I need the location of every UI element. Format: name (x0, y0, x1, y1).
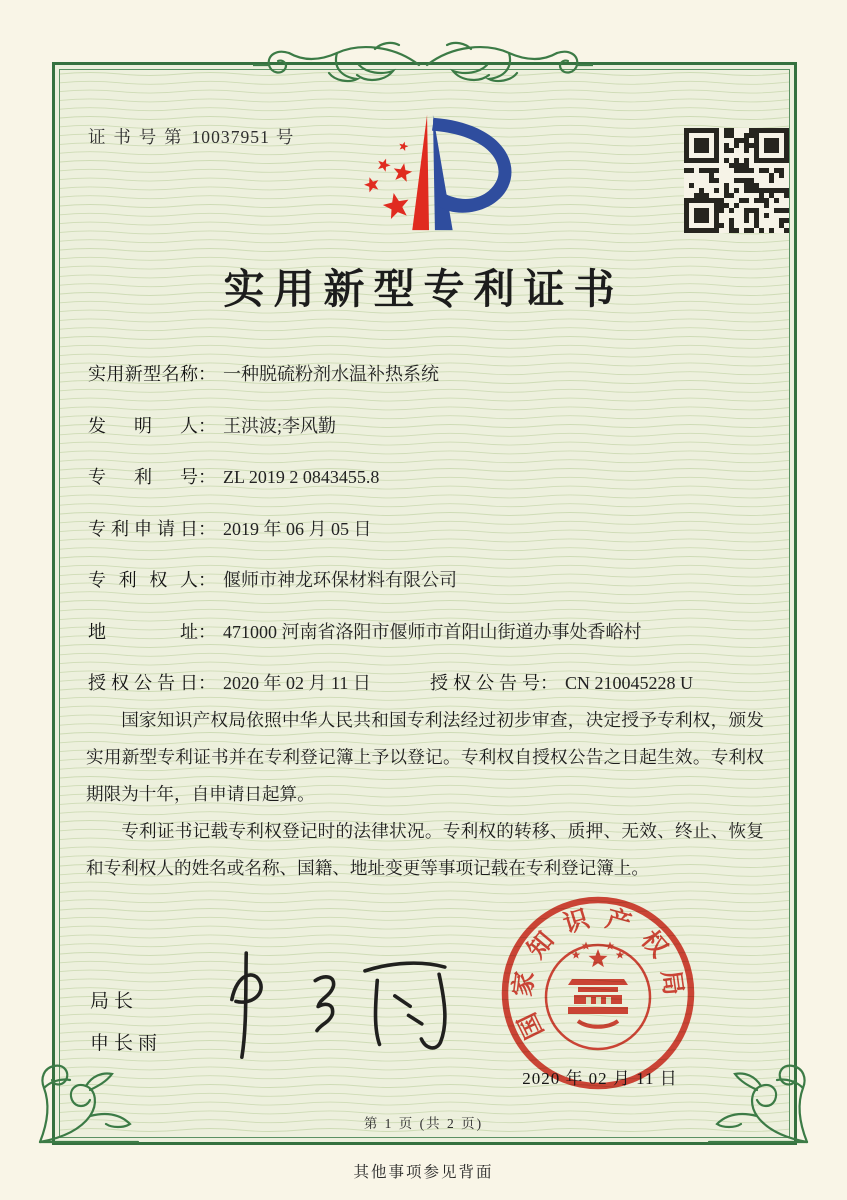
field-label: 发 明 人 (88, 415, 198, 436)
grant-date-value: 2020 年 02 月 11 日 (223, 673, 371, 693)
field-value: 2019 年 06 月 05 日 (223, 518, 372, 539)
legal-paragraph-1: 国家知识产权局依照中华人民共和国专利法经过初步审查，决定授予专利权，颁发实用新型专利证书并在专利登记簿上予以登记。专利权自授权公告之日起生效。专利权期限为十年，自申请日起算。 (86, 710, 764, 804)
grant-number-label: 授 权 公 告 号 (430, 673, 540, 693)
field-patent-number (88, 463, 758, 491)
grant-date-label: 授 权 公 告 日 (88, 673, 198, 693)
field-value: ZL 2019 2 0843455.8 (223, 467, 380, 487)
svg-text:知: 知 (522, 927, 560, 964)
certificate-number (88, 124, 293, 149)
field-colon: ： (198, 467, 216, 487)
field-colon: ： (198, 415, 216, 436)
qr-code (684, 128, 789, 233)
field-address (88, 618, 758, 646)
back-note: 其他事项参见背面 (353, 1164, 494, 1181)
legal-paragraph-2: 专利证书记载专利权登记时的法律状况。专利权的转移、质押、无效、终止、恢复和专利权人的姓名或名称、国籍、地址变更等事项记载在专利登记簿上。 (86, 821, 764, 878)
field-value: 471000 河南省洛阳市偃师市首阳山街道办事处香峪村 (223, 621, 642, 642)
field-colon: ： (198, 518, 216, 539)
svg-text:局: 局 (656, 968, 687, 997)
field-application-date (88, 515, 758, 543)
field-inventors (88, 412, 758, 440)
field-colon: ： (198, 570, 216, 590)
certificate-number-prefix: 证书号第 (88, 127, 190, 147)
svg-text:家: 家 (509, 969, 540, 999)
field-grant-row (88, 669, 758, 697)
svg-text:识: 识 (560, 905, 593, 939)
field-utility-model-name (88, 360, 758, 388)
field-label: 地 址 (88, 621, 198, 642)
page-number: 第 1 页 (共 2 页) (363, 1116, 484, 1131)
field-colon: ： (198, 621, 216, 642)
field-value: 一种脱硫粉剂水温补热系统 (223, 364, 439, 384)
cnipa-official-seal-icon (498, 893, 698, 1093)
field-patentee (88, 566, 758, 594)
field-label: 专 利 申 请 日 (88, 518, 198, 539)
legal-text (86, 702, 764, 887)
grant-number-group (430, 669, 693, 695)
field-label: 专 利 号 (88, 467, 198, 487)
certificate-number-suffix: 号 (275, 127, 294, 147)
grant-number-value: CN 210045228 U (565, 673, 694, 693)
field-value: 王洪波;李风勤 (223, 415, 337, 436)
field-label: 专 利 权 人 (88, 570, 198, 590)
field-label: 实 用 新 型 名 称 (88, 364, 198, 384)
certificate-fields (88, 360, 758, 721)
svg-text:产: 产 (602, 905, 635, 939)
director-title: 局长 (90, 991, 139, 1012)
field-colon: ： (198, 673, 216, 693)
director-signature-icon (198, 938, 468, 1066)
seal-date: 2020 年 02 月 11 日 (522, 1069, 678, 1088)
certificate-title: 实用新型专利证书 (223, 266, 624, 312)
svg-text:权: 权 (635, 926, 673, 963)
certificate-number-value: 10037951 (191, 127, 270, 147)
field-colon: ： (198, 364, 216, 384)
top-scroll-ornament-icon (253, 36, 593, 94)
field-colon: ： (540, 673, 558, 693)
director-name: 申长雨 (90, 1033, 163, 1054)
corner-flourish-icon (703, 1038, 819, 1150)
field-value: 偃师市神龙环保材料有限公司 (223, 570, 457, 590)
cnipa-logo-icon (330, 108, 530, 236)
svg-text:国: 国 (513, 1008, 550, 1043)
